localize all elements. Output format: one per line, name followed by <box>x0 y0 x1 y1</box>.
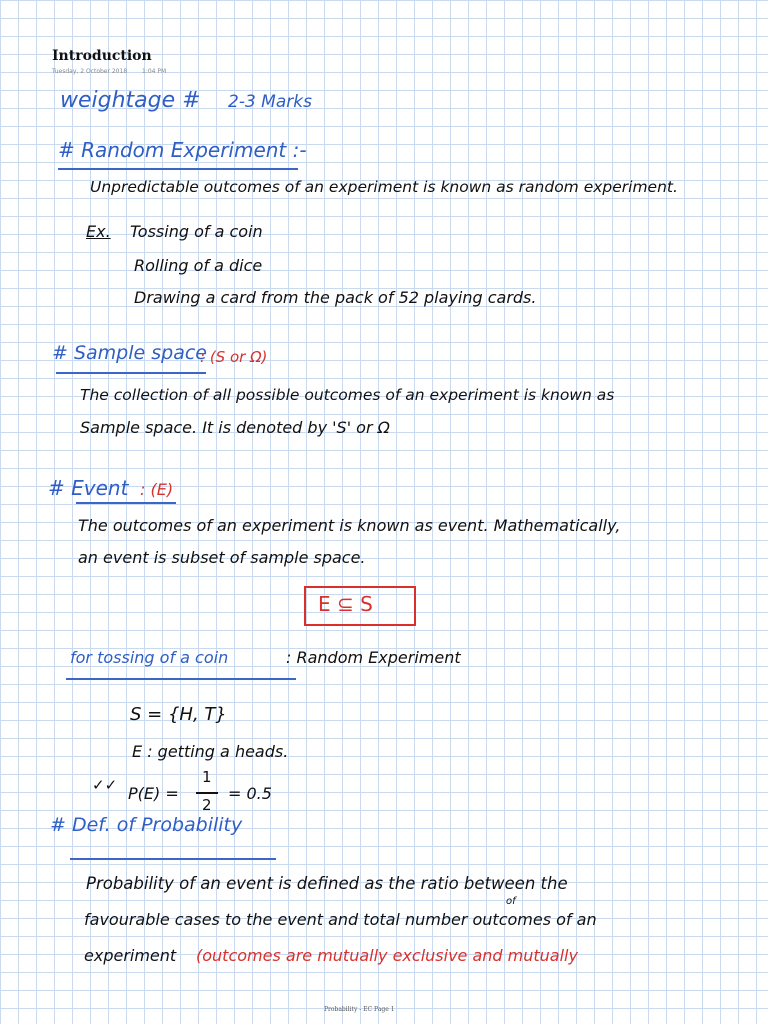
probability-lhs: P(E) = <box>128 784 179 803</box>
sample-heading: # Sample space <box>52 342 207 364</box>
page-time: 1:04 PM <box>142 68 167 75</box>
sample-definition-2: Sample space. It is denoted by 'S' or Ω <box>80 418 390 437</box>
coin-heading: for tossing of a coin <box>70 648 229 667</box>
sample-heading-underline <box>56 372 206 374</box>
page-date: Tuesday, 2 October 2018 <box>52 68 128 75</box>
probability-definition-1: Probability of an event is defined as the ratio between the <box>86 874 568 893</box>
weightage-label: weightage # <box>60 88 201 113</box>
event-symbol: : (E) <box>140 480 174 499</box>
probability-definition-of: of <box>506 896 516 907</box>
fraction-numerator: 1 <box>202 768 212 786</box>
example-item-2: Rolling of a dice <box>134 256 263 275</box>
sample-definition-1: The collection of all possible outcomes of an experiment is known as <box>80 386 615 404</box>
event-definition-2: an event is subset of sample space. <box>78 548 366 567</box>
probability-definition-red: (outcomes are mutually exclusive and mutually <box>196 946 578 965</box>
event-heading-underline <box>76 502 176 504</box>
page-title: Introduction <box>52 48 152 64</box>
tick-mark-icon: ✓✓ <box>92 776 118 794</box>
event-subset-formula: E ⊆ S <box>318 592 373 616</box>
example-item-3: Drawing a card from the pack of 52 playing cards. <box>134 288 537 307</box>
sample-set: S = {H, T} <box>130 704 227 725</box>
example-item-1: Tossing of a coin <box>130 222 263 241</box>
example-label: Ex. <box>86 222 111 241</box>
coin-heading-rest: : Random Experiment <box>286 648 461 667</box>
def-heading: # Def. of Probability <box>50 814 243 836</box>
probability-definition-2: favourable cases to the event and total number outcomes of an <box>84 910 597 929</box>
random-heading-underline <box>58 168 298 170</box>
fraction-bar <box>196 792 218 794</box>
probability-rhs: = 0.5 <box>228 784 272 803</box>
event-e: E : getting a heads. <box>132 742 289 761</box>
weightage-value: 2-3 Marks <box>228 92 312 112</box>
sample-symbol: : (S or Ω) <box>200 348 268 366</box>
event-definition-1: The outcomes of an experiment is known as event. Mathematically, <box>78 516 621 535</box>
fraction-denominator: 2 <box>202 796 212 814</box>
page-footer: Probability - EC Page 1 <box>324 1006 395 1013</box>
random-heading: # Random Experiment :- <box>58 138 307 162</box>
coin-heading-underline <box>66 678 296 680</box>
probability-definition-3: experiment <box>84 946 177 965</box>
random-definition: Unpredictable outcomes of an experiment is known as random experiment. <box>90 178 678 196</box>
event-heading: # Event <box>48 476 129 500</box>
def-heading-underline <box>70 858 276 860</box>
